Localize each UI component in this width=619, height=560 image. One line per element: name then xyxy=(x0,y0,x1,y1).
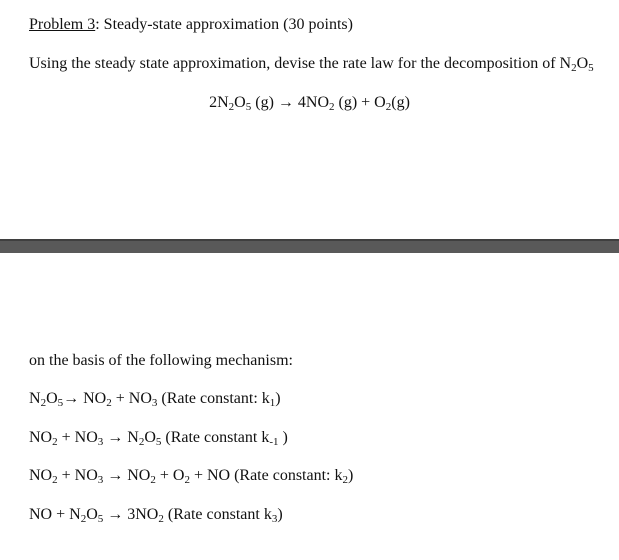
step-text: ) xyxy=(278,429,288,446)
instruction-subscript: 2 xyxy=(571,62,577,74)
step-text: ) xyxy=(275,390,281,407)
mechanism-step-4 xyxy=(29,505,283,525)
step-text: → N xyxy=(103,429,139,446)
step-text: (Rate constant k xyxy=(163,506,272,523)
reaction-text: (g) + O xyxy=(334,94,386,111)
step-subscript: 3 xyxy=(97,474,104,486)
step-subscript: 2 xyxy=(138,436,145,448)
step-text: → NO xyxy=(103,467,151,484)
rate-constant-subscript: 1 xyxy=(269,397,276,409)
step-text: (Rate constant k xyxy=(161,429,270,446)
problem-instruction xyxy=(29,54,594,74)
instruction-text: Using the steady state approximation, devise the rate law for the decomposition of N xyxy=(29,55,572,72)
reaction-subscript: 2 xyxy=(228,101,235,113)
step-subscript: 5 xyxy=(57,397,64,409)
step-text: O xyxy=(46,390,58,407)
reaction-text: (g) → 4NO xyxy=(251,94,329,111)
step-text: N xyxy=(29,390,41,407)
reaction-subscript: 2 xyxy=(329,101,335,113)
step-subscript: 5 xyxy=(97,513,104,525)
step-subscript: 2 xyxy=(158,513,164,525)
step-text: → 3NO xyxy=(103,506,159,523)
instruction-text: O xyxy=(576,55,589,72)
step-text: (Rate constant: k xyxy=(157,390,270,407)
step-subscript: 2 xyxy=(40,397,47,409)
problem-heading xyxy=(29,15,353,35)
mechanism-intro: on the basis of the following mechanism: xyxy=(29,352,293,369)
step-subscript: 2 xyxy=(106,397,112,409)
step-subscript: 2 xyxy=(80,513,87,525)
step-subscript: 3 xyxy=(151,397,158,409)
step-text: O xyxy=(86,506,98,523)
mechanism-step-2 xyxy=(29,428,288,448)
step-text: NO + N xyxy=(29,506,81,523)
step-text: + NO xyxy=(57,467,98,484)
step-text: ) xyxy=(277,506,283,523)
reaction-text: O xyxy=(234,94,246,111)
step-text: + NO xyxy=(57,429,98,446)
step-text: NO xyxy=(29,467,53,484)
rate-constant-subscript: -1 xyxy=(269,436,279,448)
reaction-subscript: 5 xyxy=(245,101,252,113)
step-text: + NO (Rate constant: k xyxy=(189,467,343,484)
reaction-text: 2N xyxy=(209,94,229,111)
step-subscript: 3 xyxy=(97,436,104,448)
step-text: O xyxy=(144,429,156,446)
step-subscript: 2 xyxy=(184,474,190,486)
problem-label: Problem 3 xyxy=(29,16,96,33)
step-subscript: 2 xyxy=(52,436,58,448)
rate-constant-subscript: 2 xyxy=(342,474,348,486)
step-text: + O xyxy=(155,467,185,484)
rate-constant-subscript: 3 xyxy=(271,513,278,525)
step-subscript: 2 xyxy=(52,474,58,486)
page-divider xyxy=(0,239,619,253)
reaction-text: (g) xyxy=(391,94,410,111)
step-subscript: 2 xyxy=(150,474,156,486)
problem-title: : Steady-state approximation (30 points) xyxy=(95,16,353,33)
step-text: → NO xyxy=(63,390,107,407)
reaction-subscript: 2 xyxy=(385,101,392,113)
step-subscript: 5 xyxy=(155,436,162,448)
mechanism-step-1 xyxy=(29,389,281,409)
mechanism-step-3 xyxy=(29,466,353,486)
step-text: ) xyxy=(347,467,354,484)
step-text: NO xyxy=(29,429,53,446)
overall-reaction xyxy=(0,93,619,113)
step-text: + NO xyxy=(111,390,152,407)
instruction-subscript: 5 xyxy=(588,62,594,74)
